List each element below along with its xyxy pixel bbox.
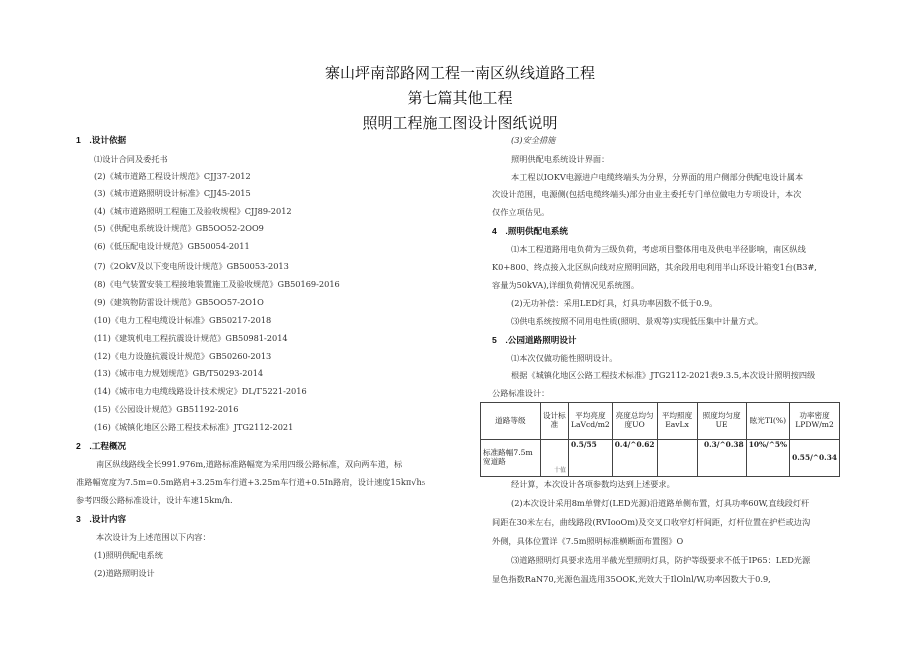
- section-1-heading: 1 .设计依据: [76, 135, 127, 145]
- paragraph-line: 根据《城镇化地区公路工程技术标准》JTG2112-2021表9.3.5,本次设计照明按四级: [511, 370, 816, 380]
- doc-title: 寨山坪南部路网工程一南区纵线道路工程: [324, 64, 595, 82]
- paragraph-line: K0+800、终点接入北区纵向线对应照明回路，其余段用电利用半山环设计箱变1台(B3#,: [492, 262, 817, 272]
- ref-item: (15)《公园设计规范》GB51192-2016: [94, 404, 239, 414]
- paragraph-line: 次设计范围，电源侧(包括电缆终端头)部分由业主委托专门单位做电力专项设计，本次: [492, 189, 802, 199]
- table-header: 道路等级: [481, 403, 541, 440]
- table-cell: 0.4/^0.62: [612, 440, 657, 477]
- paragraph-line: 本次设计为上述范围以下内容：: [96, 532, 211, 542]
- paragraph-line: 南区纵线路线全长991.976m,道路标准路幅宽为采用四级公路标准，双向两车道，标: [96, 459, 403, 469]
- ref-item: (13)《城市电力规划规范》GB/T50293-2014: [94, 368, 264, 378]
- paragraph-line: ⑴本工程道路用电负荷为三级负荷，考虑项目整体用电及供电半径影响，南区纵线: [511, 244, 806, 254]
- ref-item: (14)《城市电力电缆线路设计技术规定》DL/Γ5221-2016: [94, 386, 307, 396]
- ref-item: (8)《电气装置安装工程接地装置施工及验收规范》GB50169-2016: [94, 279, 340, 289]
- paragraph-line: 间距在30米左右，曲线路段(RVIooOm)及交叉口收窄灯杆间距，灯杆位置在护栏或边沟: [492, 517, 811, 527]
- table-cell-note: 十值: [553, 467, 566, 475]
- table-row: [481, 440, 840, 477]
- paragraph-line: 照明供配电系统设计界面：: [511, 154, 610, 164]
- table-cell: [657, 440, 697, 477]
- paragraph-line: 容量为50kVA),详细负荷情况见系统图。: [492, 280, 640, 290]
- paragraph-line: ⑶道路照明灯具要求选用半截光型照明灯具，防护等级要求不低于IP65：LED光源: [511, 555, 811, 565]
- paragraph-line: 外侧，具体位置详《7.5m照明标准横断面布置图》O: [492, 536, 684, 546]
- paragraph-line: (2)本次设计采用8m单臂灯(LED光源)沿道路单侧布置，灯具功率60W,直线段灯杆: [511, 498, 810, 508]
- section-4-heading: 4 .照明供配电系统: [492, 226, 568, 236]
- table-header: 功率密度LPDW∕m2: [790, 403, 840, 440]
- ref-item: (12)《电力设施抗震设计规范》GB50260-2013: [94, 351, 272, 361]
- paragraph-line: (2)道路照明设计: [94, 568, 155, 578]
- table-header: 平均亮度LaVcd∕m2: [568, 403, 612, 440]
- doc-heading: 照明工程施工图设计图纸说明: [362, 114, 558, 132]
- ref-item: (4)《城市道路照明工程施工及验收规程》CJJ89-2012: [94, 206, 292, 216]
- table-header: 亮度总均匀度UO: [612, 403, 657, 440]
- ref-item: (16)《城镇化地区公路工程技术标准》JTG2112-2021: [94, 422, 294, 432]
- paragraph-line: 参考四级公路标准设计，设计车速15km∕h.: [76, 495, 233, 505]
- safety-heading: (3)安全措施: [511, 135, 556, 145]
- paragraph-line: 经计算，本次设计各项参数均达到上述要求。: [511, 479, 675, 489]
- ref-item: (6)《低压配电设计规范》GB50054-2011: [94, 241, 250, 251]
- table-header-row: [481, 403, 840, 440]
- ref-item: (11)《建筑机电工程抗震设计规范》GB50981-2014: [94, 333, 288, 343]
- paragraph-line: 仅作立项估见。: [492, 207, 550, 217]
- ref-item: (3)《城市道路照明设计标准》CJJ45-2015: [94, 188, 251, 198]
- table-header: 设计标准: [540, 403, 568, 440]
- section-5-heading: 5 .公园道路照明设计: [492, 335, 577, 345]
- table-cell: 0.55/^0.34: [790, 440, 840, 477]
- paragraph-line: (2)无功补偿：采用LED灯具，灯具功率因数不低于0.9。: [511, 298, 718, 308]
- table-cell: [540, 440, 568, 477]
- table-cell: 0.3/^0.38: [697, 440, 746, 477]
- ref-item: (7)《2OkV及以下变电所设计规范》GB50053-2013: [94, 261, 289, 271]
- paragraph-line: 准路幅宽度为7.5m=0.5m路肩+3.25m车行道+3.25m车行道+0.5In路肩，设计速度15kπ√h₅: [76, 477, 425, 487]
- table-header: 眩光TI(%): [746, 403, 789, 440]
- paragraph-line: (1)照明供配电系统: [94, 550, 163, 560]
- table-cell: 10%/^5%: [746, 440, 789, 477]
- paragraph-line: 显色指数RaN70,光源色温选用35OOK,光效大于IlOlnl∕W,功率因数大于0.9,: [492, 574, 771, 584]
- ref-item: ⑴设计合同及委托书: [94, 154, 168, 164]
- paragraph-line: ⑶供电系统按照不同用电性质(照明、景观等)实现低压集中计量方式。: [511, 316, 764, 326]
- ref-item: (9)《建筑物防雷设计规范》GB5OO57-2O1O: [94, 297, 264, 307]
- lighting-standard-table: [480, 402, 840, 477]
- ref-item: (2)《城市道路工程设计规范》CJJ37-2012: [94, 171, 251, 181]
- paragraph-line: ⑴本次仅做功能性照明设计。: [511, 353, 618, 363]
- paragraph-line: 本工程以IOKV电源进户电缆终端头为分界，分界面的用户侧部分供配电设计属本: [511, 172, 804, 182]
- section-3-heading: 3 .设计内容: [76, 514, 127, 524]
- section-2-heading: 2 .工程概况: [76, 441, 127, 451]
- ref-item: (10)《电力工程电缆设计标准》GB50217-2018: [94, 315, 272, 325]
- table-cell: 0.5/55: [568, 440, 612, 477]
- table-header: 平均照度EavLx: [657, 403, 697, 440]
- table-cell: 标准路幅7.5m宽道路: [481, 440, 541, 477]
- ref-item: (5)《供配电系统设计规范》GB5OO52-2OO9: [94, 223, 264, 233]
- table-header: 照度均匀度UE: [697, 403, 746, 440]
- doc-subtitle: 第七篇其他工程: [407, 89, 513, 107]
- paragraph-line: 公路标准设计：: [492, 388, 550, 398]
